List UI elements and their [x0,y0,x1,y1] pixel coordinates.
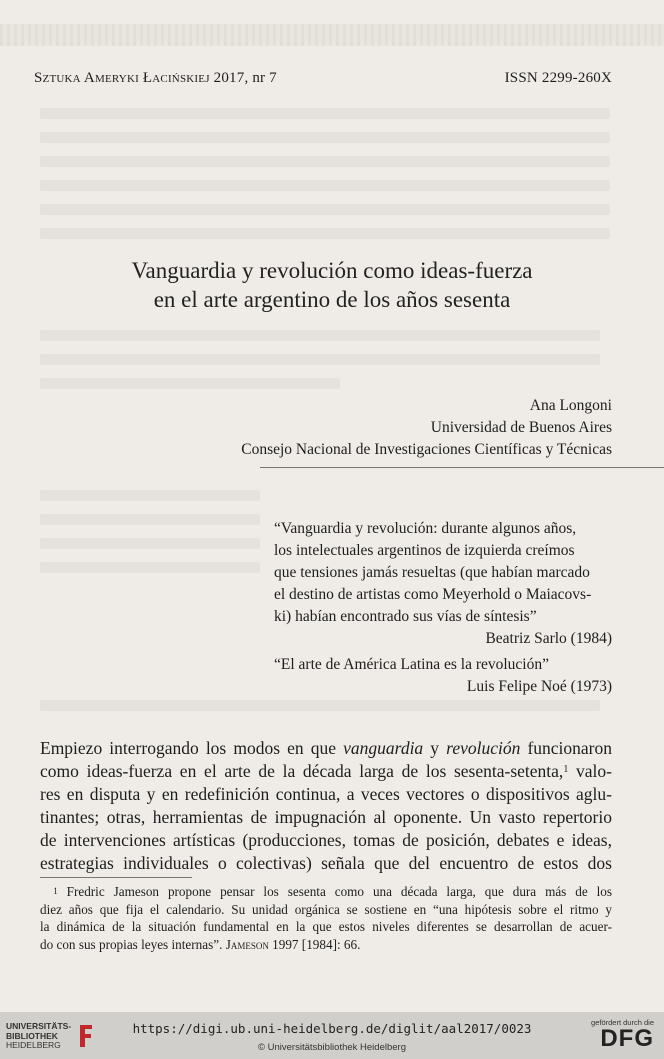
show-through [40,330,600,341]
copyright-notice: © Universitätsbibliothek Heidelberg [258,1042,406,1053]
body-line: como ideas-fuerza en el arte de la década larga de los sesenta-setenta,$^1$ valo- [40,761,612,781]
epigraph-line: que tensiones jamás resueltas (que habían marcado [274,564,590,581]
footnote-ref[interactable]: 1 [563,764,569,775]
journal-year-issue: 2017, nr 7 [213,70,277,86]
dfg-logo[interactable] [591,1018,654,1051]
body-line: de intervenciones artísticas (producciones, tomas de posición, debates e ideas, [40,830,612,850]
show-through [40,132,610,143]
epigraph-line: el destino de artistas como Meyerhold o Maiacovs- [274,586,592,603]
show-through [40,156,610,167]
show-through [40,700,600,711]
epigraph-sarlo [274,518,612,650]
running-head [34,70,612,87]
show-through [40,538,260,549]
show-through [40,180,610,191]
footnote-marker: 1 [53,886,58,896]
body-line: Empiezo interrogando los modos en que vanguardia y revolución funcionaron [40,738,613,758]
library-name-line: UNIVERSITÄTS- [6,1021,72,1031]
affiliation-university: Universidad de Buenos Aires [430,419,612,436]
show-through [40,204,610,215]
body-line: estrategias individuales o colectivas) señala que del encuentro de estos dos [40,853,612,873]
show-through [40,354,600,365]
library-name-line: BIBLIOTHEK [6,1030,58,1041]
footnote-line: la dinámica de la situación fundamental en la que estos niveles diferentes se desarrollan de acuer- [40,919,612,934]
title-line-2: en el arte argentino de los años sesenta [153,287,511,312]
footnote-rule [40,877,192,878]
body-line: res en disputa y en redefinición continua, a veces vectores o dispositivos aglu- [40,784,612,804]
library-name-line: HEIDELBERG [6,1040,61,1050]
footnote-line: do con sus propias leyes internas”. Jameson 1997 [1984]: 66. [40,936,361,952]
affiliation-conicet: Consejo Nacional de Investigaciones Científicas y Técnicas [241,441,612,458]
show-through [40,378,340,389]
permalink-url[interactable]: https://digi.ub.uni-heidelberg.de/diglit/aal2017/0023 [132,1021,532,1036]
epigraph-line: “El arte de América Latina es la revolución” [274,656,549,673]
title-line-1: Vanguardia y revolución como ideas-fuerza [131,258,533,283]
epigraph-noe [274,654,612,698]
show-through [40,108,610,119]
author-block [241,395,612,461]
body-line: tinantes; otras, herramientas de impugnación al oponente. Un vasto repertorio [40,807,612,827]
footnote-line: $^1$ Fredric Jameson propone pensar los sesenta como una década larga, que dura más de los [53,884,612,899]
show-through [40,514,260,525]
epigraph-line: “Vanguardia y revolución: durante algunos años, [274,520,577,537]
show-through [40,228,610,239]
article-title [0,256,664,314]
epigraph-attribution: Luis Felipe Noé (1973) [466,678,612,695]
epigraph-line: ki) habían encontrado sus vías de síntesis” [274,608,537,625]
funder-note: gefördert durch die [591,1018,654,1027]
funder-name: DFG [600,1025,654,1052]
journal-info [34,70,277,87]
issn: ISSN 2299-260X [504,70,612,86]
journal-name: Sztuka Ameryki Łacińskiej [34,70,210,86]
previous-page-bleed-through [0,24,664,46]
show-through [40,490,260,501]
body-text [40,737,612,875]
epigraph-attribution: Beatriz Sarlo (1984) [485,630,612,647]
footnote-line: diez años que fija el calendario. Su unidad orgánica se sostiene en “una hipótesis sobre el ritmo y [40,901,612,917]
epigraph-line: los intelectuales argentinos de izquierda creímos [274,542,575,559]
digitization-footer [0,1012,664,1059]
footnote-1 [40,883,612,953]
author-name: Ana Longoni [529,397,612,414]
author-rule [260,467,664,468]
show-through [40,562,260,573]
